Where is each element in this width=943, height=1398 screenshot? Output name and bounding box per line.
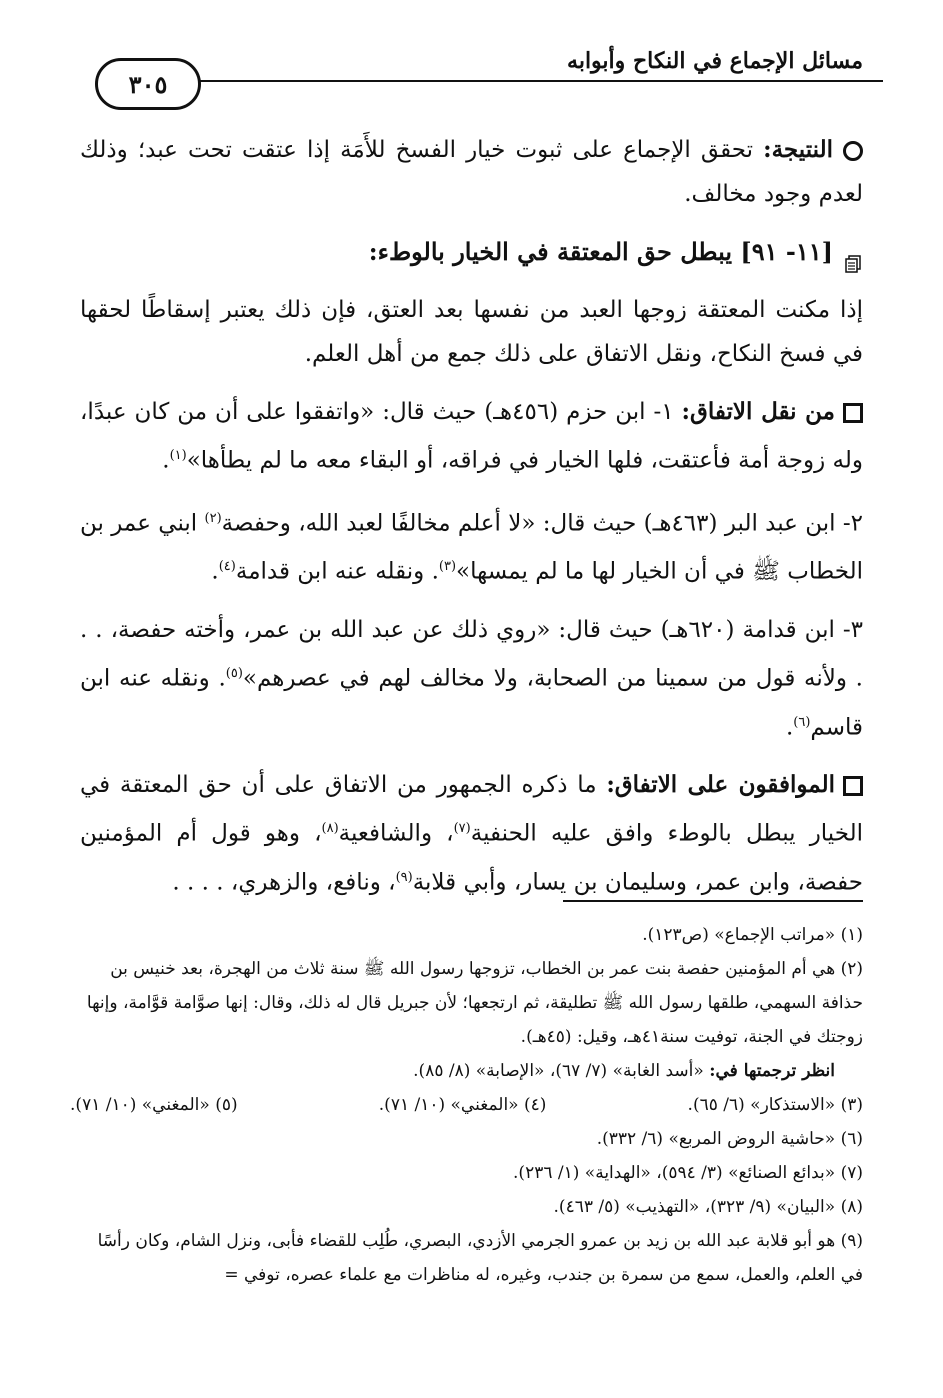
footnote-2-see-lead: انظر ترجمتها في: [709, 1061, 835, 1081]
page-number-badge [95, 58, 201, 110]
footnote-8: (٨) «البيان» (٩/ ٣٢٣)، «التهذيب» (٥/ ٤٦٣). [553, 1197, 863, 1217]
footnotes [70, 918, 863, 1292]
transmitter-item-2: ٢- ابن عبد البر (٤٦٣هـ) حيث قال: «لا أعلم مخالفًا لعبد الله، وحفصة [221, 510, 863, 537]
header-rule [180, 80, 883, 82]
footnote-ref: (٦) [793, 714, 811, 730]
footnote-ref: (٥) [225, 665, 243, 681]
result-text: تحقق الإجماع على ثبوت خيار الفسخ للأَمَة إذا عتقت تحت عبد؛ وذلك لعدم وجود مخالف. [80, 137, 863, 207]
transmitter-item-2-tail: . ونقله عنه ابن قدامة [235, 558, 439, 585]
footnote-6: (٦) «حاشية الروض المربع» (٦/ ٣٣٢). [596, 1129, 863, 1149]
transmitter-item-1: ١- ابن حزم (٤٥٦هـ) حيث قال: «واتفقوا على أن من كان عبدًا، وله زوجة أمة فأعتقت، فلها الخيار في فراقه، أو البقاء معه ما لم يطأها» [80, 399, 863, 474]
transmitter-item-2-cont: ابني عمر بن الخطاب ﷺ في أن الخيار لها ما لم يمسها» [80, 510, 863, 585]
footnote-5: (٥) «المغني» (١٠/ ٧١). [70, 1095, 238, 1115]
footnote-2-see-text: «أسد الغابة» (٧/ ٦٧)، «الإصابة» (٨/ ٨٥). [413, 1061, 710, 1081]
document-icon [843, 244, 863, 264]
circle-bullet-icon [843, 141, 863, 161]
section-heading [80, 230, 863, 274]
transmitters-paragraph-2: ٢- ابن عبد البر (٤٦٣هـ) حيث قال: «لا أعلم مخالفًا لعبد الله، وحفصة$^{(٢)}$ ابني عمر بن الخطاب ﷺ في أن الخيار لها ما لم يمسها»$^{(٣)}$. ونقله عنه ابن قدامة$^{(٤)}$. [80, 510, 863, 585]
intro-paragraph: إذا مكنت المعتقة زوجها العبد من نفسها بعد العتق، فإن ذلك يعتبر إسقاطًا لحقها في فسخ النكاح، ونقل الاتفاق على ذلك جمع من أهل العلم. [80, 297, 863, 367]
transmitters-lead: من نقل الاتفاق: [681, 398, 835, 425]
agreeing-lead: الموافقون على الاتفاق: [606, 771, 835, 799]
footnote-ref: (٩) [395, 869, 413, 885]
agreeing-text-a: ما ذكره الجمهور من الاتفاق على أن حق المعتقة في الخيار يبطل بالوطء وافق عليه الحنفية [80, 772, 863, 847]
agreeing-text-b: ، والشافعية [338, 820, 454, 847]
footnote-3: (٣) «الاستذكار» (٦/ ٦٥). [687, 1095, 863, 1115]
transmitters-paragraph-3: ٣- ابن قدامة (٦٢٠هـ) حيث قال: «روي ذلك عن عبد الله بن عمر، وأخته حفصة، . . . ولأنه قول من سمينا من الصحابة، ولا مخالف لهم في عصرهم»$^{(٥)}$. ونقله عنه ابن قاسم$^{(٦)}$. [80, 616, 863, 741]
footnote-7: (٧) «بدائع الصنائع» (٣/ ٥٩٤)، «الهداية» (١/ ٢٣٦). [513, 1163, 863, 1183]
running-header-title: مسائل الإجماع في النكاح وأبوابه [567, 48, 863, 74]
footnote-ref: (٧) [453, 821, 471, 837]
agreeing-text-d: ، ونافع، والزهري، . . . . [172, 869, 396, 896]
footnote-9: (٩) هو أبو قلابة عبد الله بن زيد بن عمرو الجرمي الأزدي، البصري، طُلِب للقضاء فأبى، ونزل الشام، وكان رأسًا في العلم، والعمل، سمع من سمرة بن جندب، وغيره، له مناظرات مع علماء عصره، توفي = [97, 1231, 863, 1285]
section-heading-text: [١١- ٩١] يبطل حق المعتقة في الخيار بالوطء: [368, 237, 833, 266]
agreeing-paragraph [80, 763, 863, 904]
agreeing-text-c: ، وهو قول أم المؤمنين حفصة، وابن عمر، وسليمان بن يسار، وأبي قلابة [80, 820, 863, 896]
footnote-ref: (٤) [218, 559, 236, 575]
footnote-ref: (٣) [438, 559, 457, 575]
square-bullet-icon [843, 776, 863, 796]
footnote-ref: (٨) [321, 821, 339, 837]
transmitter-item-3: ٣- ابن قدامة (٦٢٠هـ) حيث قال: «روي ذلك عن عبد الله بن عمر، وأخته حفصة، . . . ولأنه قول من سمينا من الصحابة، ولا مخالف لهم في عصرهم» [80, 616, 863, 692]
main-text [80, 128, 863, 919]
footnote-2-see [70, 1054, 863, 1088]
footnote-1: (١) «مراتب الإجماع» (ص١٢٣). [642, 925, 863, 945]
footnote-row-3-5 [70, 1088, 863, 1122]
footnote-2: (٢) هي أم المؤمنين حفصة بنت عمر بن الخطاب، تزوجها رسول الله ﷺ سنة ثلاث من الهجرة، بعد خنيس بن حذافة السهمي، طلقها رسول الله ﷺ تطليقة، ثم ارتجعها؛ لأن جبريل قال له ذلك، وقال: إنها صوَّامة قوَّامة، وإنها زوجتك في الجنة، توفيت سنة٤١هـ، وقيل: (٤٥هـ). [86, 959, 863, 1047]
footnote-4: (٤) «المغني» (١٠/ ٧١). [378, 1095, 547, 1115]
footnote-ref: (١) [169, 448, 187, 463]
transmitters-paragraph-1: من نقل الاتفاق: ١- ابن حزم (٤٥٦هـ) حيث قال: «واتفقوا على أن من كان عبدًا، وله زوجة أمة فأعتقت، فلها الخيار في فراقه، أو البقاء معه ما لم يطأها»$^{(١)}$. [80, 398, 863, 474]
result-lead: النتيجة: [763, 136, 833, 163]
square-bullet-icon [843, 403, 863, 423]
footnote-separator [563, 900, 863, 902]
page-number: ٣٠٥ [128, 69, 168, 99]
result-paragraph [80, 128, 863, 216]
footnote-ref: (٢) [204, 510, 222, 526]
transmitter-item-3-tail: . ونقله عنه ابن قاسم [80, 665, 863, 741]
